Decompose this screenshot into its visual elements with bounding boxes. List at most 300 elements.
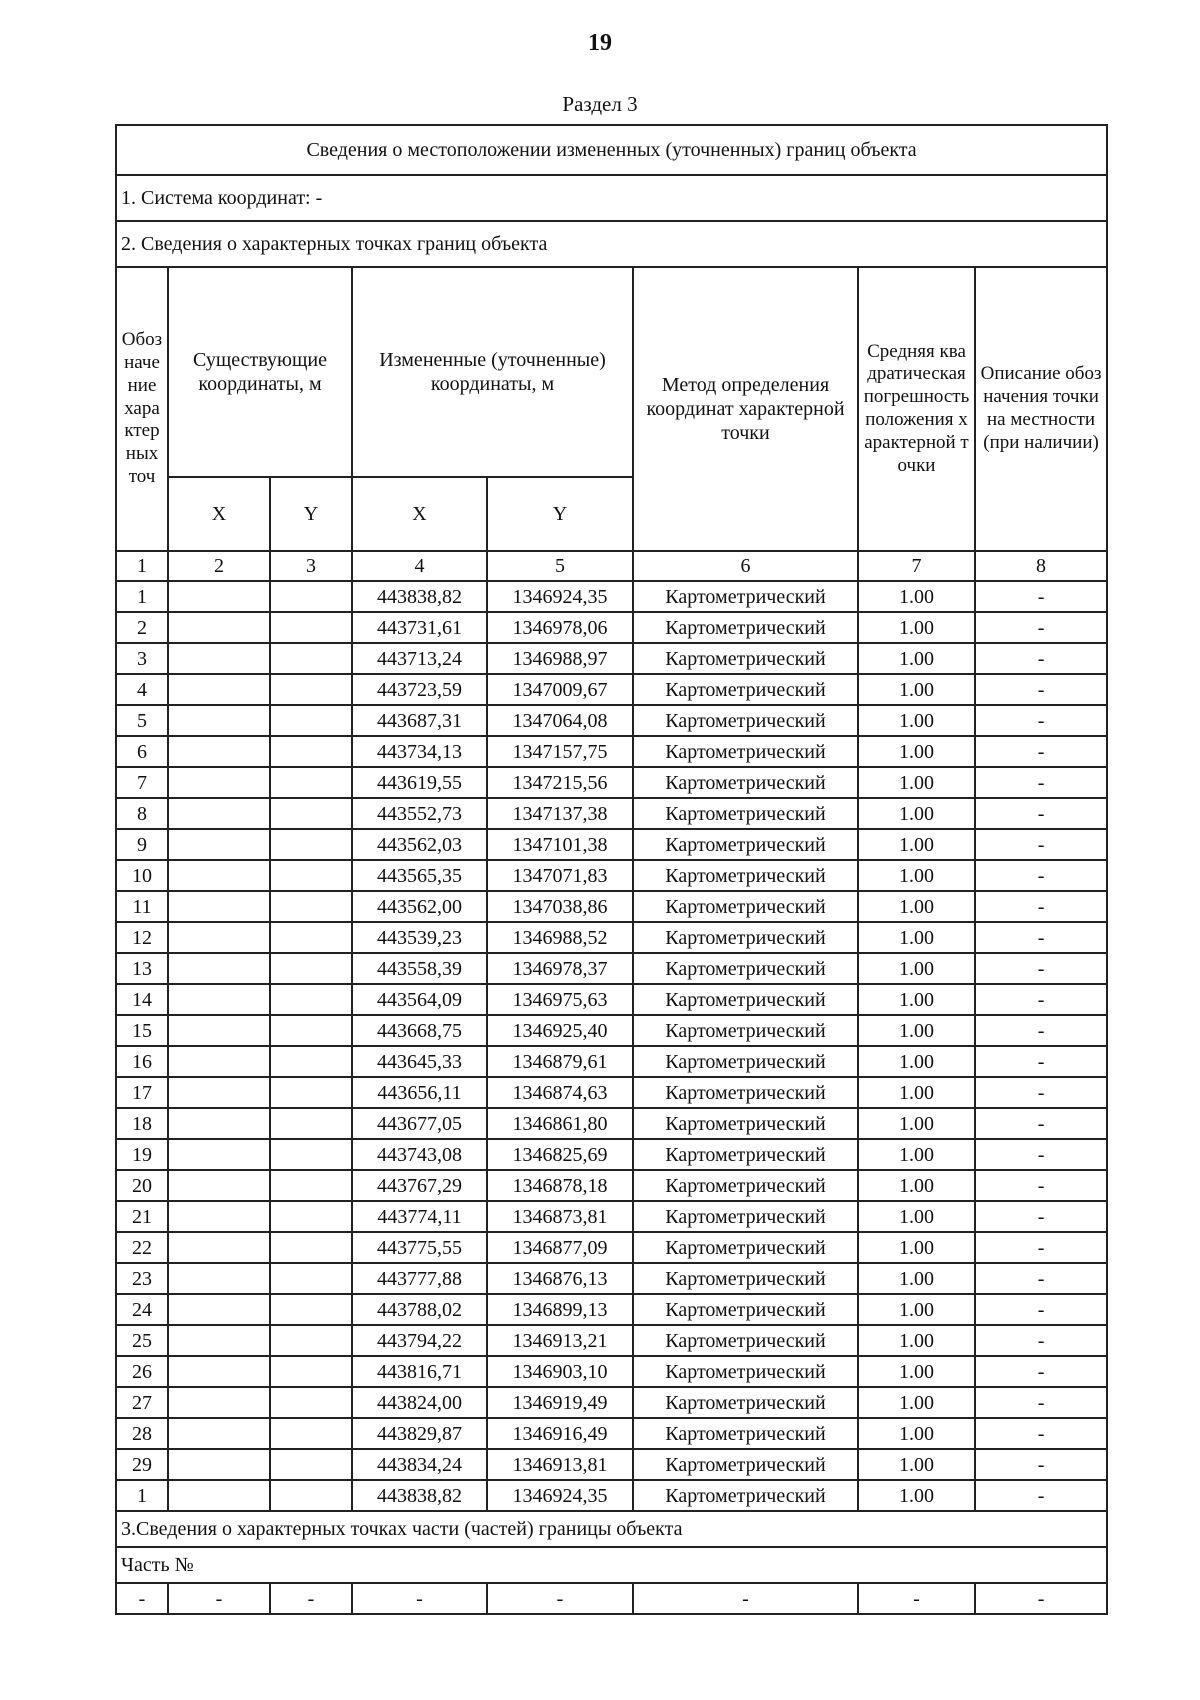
table-row xyxy=(116,1201,1107,1232)
description-cell: - xyxy=(975,705,1107,736)
description-cell: - xyxy=(975,1170,1107,1201)
existing-y-cell xyxy=(270,674,352,705)
table-row xyxy=(116,1387,1107,1418)
changed-y-cell: 1346988,52 xyxy=(487,922,633,953)
changed-y-cell: 1346919,49 xyxy=(487,1387,633,1418)
changed-x-cell: 443656,11 xyxy=(352,1077,487,1108)
existing-x-cell xyxy=(168,705,270,736)
existing-y-cell xyxy=(270,860,352,891)
existing-y-cell xyxy=(270,829,352,860)
existing-x-cell xyxy=(168,1449,270,1480)
method-cell: Картометрический xyxy=(633,705,858,736)
changed-y-cell: 1346916,49 xyxy=(487,1418,633,1449)
existing-y-cell xyxy=(270,984,352,1015)
changed-y-cell: 1347009,67 xyxy=(487,674,633,705)
changed-x-cell: 443774,11 xyxy=(352,1201,487,1232)
description-cell: - xyxy=(975,1108,1107,1139)
point-number-cell: 16 xyxy=(116,1046,168,1077)
changed-x-cell: 443767,29 xyxy=(352,1170,487,1201)
accuracy-cell: 1.00 xyxy=(858,1201,975,1232)
changed-y-cell: 1346978,06 xyxy=(487,612,633,643)
description-cell: - xyxy=(975,1418,1107,1449)
point-number-cell: 14 xyxy=(116,984,168,1015)
existing-x-cell xyxy=(168,1046,270,1077)
accuracy-cell: 1.00 xyxy=(858,829,975,860)
table-row xyxy=(116,1232,1107,1263)
method-cell: Картометрический xyxy=(633,643,858,674)
changed-y-cell: 1347101,38 xyxy=(487,829,633,860)
section-label: Раздел 3 xyxy=(562,92,638,116)
points-heading: 2. Сведения о характерных точках границ объекта xyxy=(116,221,1107,267)
changed-x-cell: 443777,88 xyxy=(352,1263,487,1294)
changed-y-cell: 1347064,08 xyxy=(487,705,633,736)
changed-x-cell: 443713,24 xyxy=(352,643,487,674)
changed-y-cell: 1347038,86 xyxy=(487,891,633,922)
changed-x-cell: 443824,00 xyxy=(352,1387,487,1418)
existing-x-cell xyxy=(168,581,270,612)
accuracy-cell: 1.00 xyxy=(858,1015,975,1046)
point-number-cell: 17 xyxy=(116,1077,168,1108)
method-cell: Картометрический xyxy=(633,953,858,984)
description-cell: - xyxy=(975,829,1107,860)
page-number: 19 xyxy=(588,30,612,56)
description-cell: - xyxy=(975,1480,1107,1511)
existing-y-cell xyxy=(270,736,352,767)
existing-x-cell xyxy=(168,1232,270,1263)
description-cell: - xyxy=(975,643,1107,674)
part-cell: - xyxy=(975,1583,1107,1614)
accuracy-cell: 1.00 xyxy=(858,674,975,705)
point-number-cell: 28 xyxy=(116,1418,168,1449)
point-number-cell: 25 xyxy=(116,1325,168,1356)
existing-y-cell xyxy=(270,922,352,953)
accuracy-cell: 1.00 xyxy=(858,1108,975,1139)
part-cell: - xyxy=(116,1583,168,1614)
table-row xyxy=(116,705,1107,736)
accuracy-cell: 1.00 xyxy=(858,860,975,891)
accuracy-cell: 1.00 xyxy=(858,1294,975,1325)
point-number-cell: 18 xyxy=(116,1108,168,1139)
table-row xyxy=(116,922,1107,953)
table-row xyxy=(116,891,1107,922)
existing-x-cell xyxy=(168,736,270,767)
existing-y-cell xyxy=(270,891,352,922)
existing-y-cell xyxy=(270,1294,352,1325)
method-cell: Картометрический xyxy=(633,1263,858,1294)
point-number-cell: 7 xyxy=(116,767,168,798)
method-cell: Картометрический xyxy=(633,767,858,798)
existing-y-cell xyxy=(270,1356,352,1387)
header-method: Метод определения координат характерной точки xyxy=(633,267,858,551)
accuracy-cell: 1.00 xyxy=(858,1325,975,1356)
changed-y-cell: 1347137,38 xyxy=(487,798,633,829)
point-number-cell: 26 xyxy=(116,1356,168,1387)
accuracy-cell: 1.00 xyxy=(858,1077,975,1108)
changed-y-cell: 1346988,97 xyxy=(487,643,633,674)
method-cell: Картометрический xyxy=(633,736,858,767)
point-number-cell: 8 xyxy=(116,798,168,829)
description-cell: - xyxy=(975,922,1107,953)
method-cell: Картометрический xyxy=(633,1232,858,1263)
changed-y-cell: 1346978,37 xyxy=(487,953,633,984)
method-cell: Картометрический xyxy=(633,1449,858,1480)
description-cell: - xyxy=(975,1201,1107,1232)
existing-y-cell xyxy=(270,1139,352,1170)
accuracy-cell: 1.00 xyxy=(858,1418,975,1449)
existing-y-cell xyxy=(270,1108,352,1139)
changed-y-cell: 1346913,21 xyxy=(487,1325,633,1356)
existing-x-cell xyxy=(168,1170,270,1201)
accuracy-cell: 1.00 xyxy=(858,1170,975,1201)
changed-y-cell: 1346825,69 xyxy=(487,1139,633,1170)
table-row xyxy=(116,581,1107,612)
point-number-cell: 23 xyxy=(116,1263,168,1294)
existing-y-cell xyxy=(270,1077,352,1108)
header-existing-coords: Существующие координаты, м xyxy=(168,267,352,477)
part-cell: - xyxy=(270,1583,352,1614)
description-cell: - xyxy=(975,1449,1107,1480)
changed-x-cell: 443565,35 xyxy=(352,860,487,891)
table-row xyxy=(116,674,1107,705)
point-number-cell: 15 xyxy=(116,1015,168,1046)
column-number: 5 xyxy=(487,551,633,581)
method-cell: Картометрический xyxy=(633,1294,858,1325)
existing-x-cell xyxy=(168,612,270,643)
column-number: 7 xyxy=(858,551,975,581)
point-number-cell: 22 xyxy=(116,1232,168,1263)
method-cell: Картометрический xyxy=(633,1325,858,1356)
table-row xyxy=(116,1480,1107,1511)
changed-x-cell: 443788,02 xyxy=(352,1294,487,1325)
existing-x-cell xyxy=(168,1263,270,1294)
point-number-cell: 19 xyxy=(116,1139,168,1170)
existing-y-cell xyxy=(270,1201,352,1232)
point-number-cell: 20 xyxy=(116,1170,168,1201)
existing-x-cell xyxy=(168,860,270,891)
part-dash-row xyxy=(116,1583,1107,1614)
existing-y-cell xyxy=(270,953,352,984)
changed-x-cell: 443564,09 xyxy=(352,984,487,1015)
changed-x-cell: 443838,82 xyxy=(352,581,487,612)
description-cell: - xyxy=(975,1046,1107,1077)
existing-x-cell xyxy=(168,1139,270,1170)
part-cell: - xyxy=(168,1583,270,1614)
table-row xyxy=(116,736,1107,767)
description-cell: - xyxy=(975,612,1107,643)
accuracy-cell: 1.00 xyxy=(858,612,975,643)
existing-y-cell xyxy=(270,581,352,612)
description-cell: - xyxy=(975,1139,1107,1170)
changed-x-cell: 443558,39 xyxy=(352,953,487,984)
header-changed-y: Y xyxy=(487,477,633,551)
accuracy-cell: 1.00 xyxy=(858,798,975,829)
existing-x-cell xyxy=(168,953,270,984)
method-cell: Картометрический xyxy=(633,581,858,612)
changed-x-cell: 443834,24 xyxy=(352,1449,487,1480)
existing-x-cell xyxy=(168,1015,270,1046)
accuracy-cell: 1.00 xyxy=(858,922,975,953)
point-number-cell: 12 xyxy=(116,922,168,953)
existing-y-cell xyxy=(270,643,352,674)
column-number: 4 xyxy=(352,551,487,581)
changed-x-cell: 443743,08 xyxy=(352,1139,487,1170)
point-number-cell: 24 xyxy=(116,1294,168,1325)
existing-y-cell xyxy=(270,1449,352,1480)
accuracy-cell: 1.00 xyxy=(858,581,975,612)
existing-x-cell xyxy=(168,829,270,860)
changed-x-cell: 443668,75 xyxy=(352,1015,487,1046)
existing-y-cell xyxy=(270,612,352,643)
method-cell: Картометрический xyxy=(633,1108,858,1139)
changed-y-cell: 1346924,35 xyxy=(487,581,633,612)
description-cell: - xyxy=(975,891,1107,922)
point-number-cell: 10 xyxy=(116,860,168,891)
accuracy-cell: 1.00 xyxy=(858,1449,975,1480)
point-number-cell: 1 xyxy=(116,1480,168,1511)
accuracy-cell: 1.00 xyxy=(858,1387,975,1418)
changed-x-cell: 443687,31 xyxy=(352,705,487,736)
header-existing-x: X xyxy=(168,477,270,551)
accuracy-cell: 1.00 xyxy=(858,767,975,798)
description-cell: - xyxy=(975,1356,1107,1387)
changed-x-cell: 443794,22 xyxy=(352,1325,487,1356)
part-cell: - xyxy=(858,1583,975,1614)
table-row xyxy=(116,1325,1107,1356)
part-label: Часть № xyxy=(116,1547,1107,1583)
table-row xyxy=(116,1418,1107,1449)
method-cell: Картометрический xyxy=(633,1015,858,1046)
method-cell: Картометрический xyxy=(633,1356,858,1387)
existing-x-cell xyxy=(168,1325,270,1356)
point-number-cell: 9 xyxy=(116,829,168,860)
method-cell: Картометрический xyxy=(633,612,858,643)
existing-x-cell xyxy=(168,1356,270,1387)
accuracy-cell: 1.00 xyxy=(858,953,975,984)
existing-y-cell xyxy=(270,1418,352,1449)
description-cell: - xyxy=(975,1015,1107,1046)
changed-y-cell: 1346874,63 xyxy=(487,1077,633,1108)
boundary-points-table xyxy=(115,124,1108,1615)
part-cell: - xyxy=(487,1583,633,1614)
changed-y-cell: 1347157,75 xyxy=(487,736,633,767)
existing-x-cell xyxy=(168,1108,270,1139)
accuracy-cell: 1.00 xyxy=(858,705,975,736)
column-number: 6 xyxy=(633,551,858,581)
changed-y-cell: 1346873,81 xyxy=(487,1201,633,1232)
point-number-cell: 29 xyxy=(116,1449,168,1480)
changed-x-cell: 443539,23 xyxy=(352,922,487,953)
point-number-cell: 1 xyxy=(116,581,168,612)
header-point-designation: Обозначение характерных точ xyxy=(116,267,168,551)
table-row xyxy=(116,1139,1107,1170)
existing-x-cell xyxy=(168,1418,270,1449)
existing-y-cell xyxy=(270,1015,352,1046)
header-changed-x: X xyxy=(352,477,487,551)
description-cell: - xyxy=(975,1387,1107,1418)
table-row xyxy=(116,829,1107,860)
header-accuracy: Средняя квадратическая погрешность положения характерной точки xyxy=(858,267,975,551)
table-row xyxy=(116,1046,1107,1077)
table-row xyxy=(116,984,1107,1015)
changed-x-cell: 443677,05 xyxy=(352,1108,487,1139)
part-cell: - xyxy=(633,1583,858,1614)
changed-x-cell: 443562,03 xyxy=(352,829,487,860)
accuracy-cell: 1.00 xyxy=(858,891,975,922)
part-cell: - xyxy=(352,1583,487,1614)
column-number-row xyxy=(116,551,1107,581)
changed-x-cell: 443562,00 xyxy=(352,891,487,922)
changed-x-cell: 443829,87 xyxy=(352,1418,487,1449)
changed-x-cell: 443645,33 xyxy=(352,1046,487,1077)
existing-y-cell xyxy=(270,1046,352,1077)
point-number-cell: 5 xyxy=(116,705,168,736)
point-number-cell: 6 xyxy=(116,736,168,767)
accuracy-cell: 1.00 xyxy=(858,1139,975,1170)
column-number: 3 xyxy=(270,551,352,581)
existing-x-cell xyxy=(168,1077,270,1108)
table-row xyxy=(116,643,1107,674)
changed-y-cell: 1346877,09 xyxy=(487,1232,633,1263)
existing-x-cell xyxy=(168,922,270,953)
method-cell: Картометрический xyxy=(633,1077,858,1108)
table-row xyxy=(116,1108,1107,1139)
column-number: 1 xyxy=(116,551,168,581)
method-cell: Картометрический xyxy=(633,1046,858,1077)
column-number: 8 xyxy=(975,551,1107,581)
description-cell: - xyxy=(975,674,1107,705)
method-cell: Картометрический xyxy=(633,922,858,953)
method-cell: Картометрический xyxy=(633,1387,858,1418)
changed-y-cell: 1346924,35 xyxy=(487,1480,633,1511)
existing-x-cell xyxy=(168,767,270,798)
table-row xyxy=(116,1294,1107,1325)
table-row xyxy=(116,1449,1107,1480)
changed-y-cell: 1346878,18 xyxy=(487,1170,633,1201)
accuracy-cell: 1.00 xyxy=(858,1356,975,1387)
changed-x-cell: 443816,71 xyxy=(352,1356,487,1387)
description-cell: - xyxy=(975,798,1107,829)
changed-y-cell: 1346899,13 xyxy=(487,1294,633,1325)
method-cell: Картометрический xyxy=(633,1170,858,1201)
changed-x-cell: 443552,73 xyxy=(352,798,487,829)
changed-y-cell: 1346861,80 xyxy=(487,1108,633,1139)
point-number-cell: 21 xyxy=(116,1201,168,1232)
point-number-cell: 3 xyxy=(116,643,168,674)
point-number-cell: 2 xyxy=(116,612,168,643)
existing-y-cell xyxy=(270,798,352,829)
changed-x-cell: 443775,55 xyxy=(352,1232,487,1263)
description-cell: - xyxy=(975,953,1107,984)
method-cell: Картометрический xyxy=(633,674,858,705)
table-row xyxy=(116,798,1107,829)
table-row xyxy=(116,953,1107,984)
accuracy-cell: 1.00 xyxy=(858,1480,975,1511)
description-cell: - xyxy=(975,984,1107,1015)
existing-y-cell xyxy=(270,705,352,736)
existing-y-cell xyxy=(270,1325,352,1356)
point-number-cell: 4 xyxy=(116,674,168,705)
accuracy-cell: 1.00 xyxy=(858,984,975,1015)
point-number-cell: 11 xyxy=(116,891,168,922)
changed-y-cell: 1346903,10 xyxy=(487,1356,633,1387)
method-cell: Картометрический xyxy=(633,798,858,829)
method-cell: Картометрический xyxy=(633,1139,858,1170)
description-cell: - xyxy=(975,767,1107,798)
existing-y-cell xyxy=(270,1387,352,1418)
table-row xyxy=(116,612,1107,643)
existing-y-cell xyxy=(270,1263,352,1294)
description-cell: - xyxy=(975,1294,1107,1325)
description-cell: - xyxy=(975,581,1107,612)
table-title: Сведения о местоположении измененных (уточненных) границ объекта xyxy=(116,125,1107,175)
accuracy-cell: 1.00 xyxy=(858,643,975,674)
accuracy-cell: 1.00 xyxy=(858,736,975,767)
changed-x-cell: 443734,13 xyxy=(352,736,487,767)
changed-y-cell: 1347215,56 xyxy=(487,767,633,798)
header-existing-y: Y xyxy=(270,477,352,551)
table-row xyxy=(116,1077,1107,1108)
existing-y-cell xyxy=(270,1170,352,1201)
changed-x-cell: 443723,59 xyxy=(352,674,487,705)
existing-x-cell xyxy=(168,1201,270,1232)
existing-x-cell xyxy=(168,1294,270,1325)
description-cell: - xyxy=(975,1077,1107,1108)
point-number-cell: 13 xyxy=(116,953,168,984)
existing-y-cell xyxy=(270,1480,352,1511)
changed-y-cell: 1346975,63 xyxy=(487,984,633,1015)
existing-y-cell xyxy=(270,767,352,798)
parts-heading: 3.Сведения о характерных точках части (частей) границы объекта xyxy=(116,1511,1107,1547)
existing-x-cell xyxy=(168,1387,270,1418)
table-row xyxy=(116,767,1107,798)
coord-system-row: 1. Система координат: - xyxy=(116,175,1107,221)
existing-x-cell xyxy=(168,674,270,705)
existing-x-cell xyxy=(168,1480,270,1511)
changed-x-cell: 443838,82 xyxy=(352,1480,487,1511)
existing-x-cell xyxy=(168,643,270,674)
existing-x-cell xyxy=(168,798,270,829)
header-changed-coords: Измененные (уточненные) координаты, м xyxy=(352,267,633,477)
header-description: Описание обозначения точки на местности (при наличии) xyxy=(975,267,1107,551)
changed-x-cell: 443731,61 xyxy=(352,612,487,643)
method-cell: Картометрический xyxy=(633,1418,858,1449)
accuracy-cell: 1.00 xyxy=(858,1046,975,1077)
changed-y-cell: 1346925,40 xyxy=(487,1015,633,1046)
method-cell: Картометрический xyxy=(633,860,858,891)
description-cell: - xyxy=(975,1263,1107,1294)
changed-y-cell: 1346879,61 xyxy=(487,1046,633,1077)
changed-y-cell: 1346876,13 xyxy=(487,1263,633,1294)
changed-y-cell: 1346913,81 xyxy=(487,1449,633,1480)
method-cell: Картометрический xyxy=(633,829,858,860)
table-row xyxy=(116,1356,1107,1387)
existing-y-cell xyxy=(270,1232,352,1263)
accuracy-cell: 1.00 xyxy=(858,1263,975,1294)
description-cell: - xyxy=(975,860,1107,891)
method-cell: Картометрический xyxy=(633,984,858,1015)
accuracy-cell: 1.00 xyxy=(858,1232,975,1263)
table-row xyxy=(116,1170,1107,1201)
table-row xyxy=(116,1263,1107,1294)
changed-x-cell: 443619,55 xyxy=(352,767,487,798)
existing-x-cell xyxy=(168,984,270,1015)
existing-x-cell xyxy=(168,891,270,922)
table-row xyxy=(116,860,1107,891)
table-row xyxy=(116,1015,1107,1046)
description-cell: - xyxy=(975,1325,1107,1356)
point-number-cell: 27 xyxy=(116,1387,168,1418)
method-cell: Картометрический xyxy=(633,891,858,922)
